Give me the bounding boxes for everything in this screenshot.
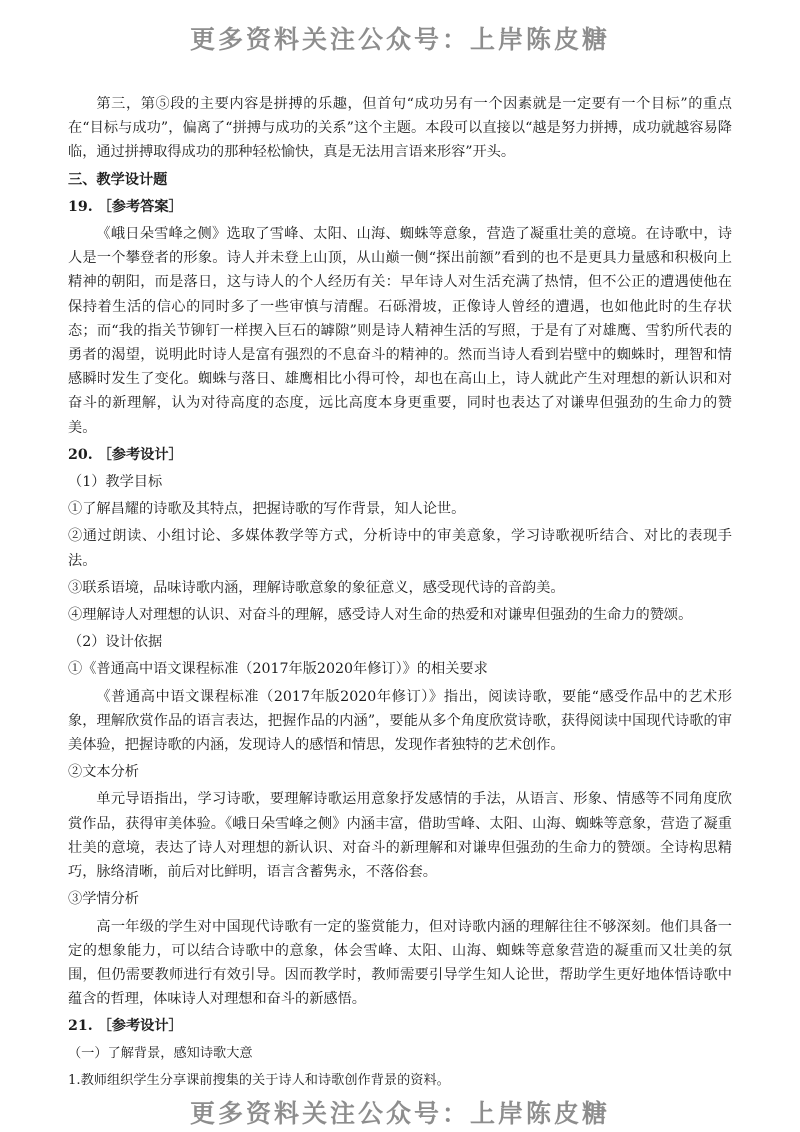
step-one-item-1: 1.教师组织学生分享课前搜集的关于诗人和诗歌创作背景的资料。	[68, 1072, 450, 1088]
design-basis-heading: （2）设计依据	[68, 634, 163, 651]
answer-19-paragraph: 《峨日朵雪峰之侧》选取了雪峰、太阳、山海、蜘蛛等意象，营造了凝重壮美的意境。在诗歌中，诗人是一个攀登者的形象。诗人并未登上山顶，从山巅一侧“探出前额”看到的也不是更具力量感和积极向上精神的朝阳，而是落日，这与诗人的个人经历有关：早年诗人对生活充满了热情，但不公正的遭遇使他在保持着生活的信心的同时多了一些审慎与清醒。石砾滑坡，正像诗人曾经的遭遇，也如他此时的生存状态；而“我的指关节铆钉一样揳入巨石的罅隙”则是诗人精神生活的写照，于是有了对雄鹰、雪豹所代表的勇者的渴望，说明此时诗人是富有强烈的不息奋斗的精神的。然而当诗人看到岩壁中的蜘蛛时，理智和情感瞬时发生了变化。蜘蛛与落日、雄鹰相比小得可怜，却也在高山上，诗人就此产生对理想的新认识和对奋斗的新理解，认为对待高度的态度，远比高度本身更重要，同时也表达了对谦卑但强劲的生命力的赞美。	[68, 226, 732, 436]
watermark-bottom: 更多资料关注公众号：上岸陈皮糖	[189, 1099, 610, 1128]
goal-item-2: ②通过朗读、小组讨论、多媒体教学等方式，分析诗中的审美意象，学习诗歌视听结合、对比的表现手法。	[68, 528, 732, 569]
document-body	[68, 92, 732, 1093]
step-one-heading: （一）了解背景，感知诗歌大意	[68, 1045, 253, 1061]
student-analysis-heading: ③学情分析	[68, 891, 139, 908]
question-21-heading: 21. ［参考设计］	[68, 1018, 183, 1035]
teaching-goals-heading: （1）教学目标	[68, 474, 163, 491]
text-analysis-heading: ②文本分析	[68, 764, 139, 781]
curriculum-standard-paragraph: 《普通高中语文课程标准（2017年版2020年修订）》指出，阅读诗歌，要能“感受作品中的艺术形象，理解欣赏作品的语言表达，把握作品的内涵”，要能从多个角度欣赏诗歌，获得阅读中国现代诗歌的审美体验，把握诗歌的内涵，发现诗人的感悟和情思，发现作者独特的艺术创作。	[68, 688, 732, 754]
goal-item-3: ③联系语境，品味诗歌内涵，理解诗歌意象的象征意义，感受现代诗的音韵美。	[68, 579, 565, 596]
goal-item-1: ①了解昌耀的诗歌及其特点，把握诗歌的写作背景，知人论世。	[68, 501, 466, 518]
goal-item-4: ④理解诗人对理想的认识、对奋斗的理解，感受诗人对生命的热爱和对谦卑但强劲的生命力的赞颂。	[68, 607, 693, 624]
student-analysis-paragraph: 高一年级的学生对中国现代诗歌有一定的鉴赏能力，但对诗歌内涵的理解往往不够深刻。他们具备一定的想象能力，可以结合诗歌中的意象，体会雪峰、太阳、山海、蜘蛛等意象营造的凝重而又壮美的氛围，但仍需要教师进行有效引导。因而教学时，教师需要引导学生知人论世，帮助学生更好地体悟诗歌中蕴含的哲理，体味诗人对理想和奋斗的新感悟。	[68, 918, 732, 1008]
curriculum-standard-heading: ①《普通高中语文课程标准（2017年版2020年修订）》的相关要求	[68, 661, 488, 678]
question-20-heading: 20. ［参考设计］	[68, 446, 183, 463]
question-19-heading: 19. ［参考答案］	[68, 198, 183, 215]
text-analysis-paragraph: 单元导语指出，学习诗歌，要理解诗歌运用意象抒发感情的手法，从语言、形象、情感等不同角度欣赏作品，获得审美体验。《峨日朵雪峰之侧》内涵丰富，借助雪峰、太阳、山海、蜘蛛等意象，营造了凝重壮美的意境，表达了诗人对理想的新认识、对奋斗的新理解和对谦卑但强劲的生命力的赞颂。全诗构思精巧，脉络清晰，前后对比鲜明，语言含蓄隽永，不落俗套。	[68, 791, 732, 881]
watermark-top: 更多资料关注公众号：上岸陈皮糖	[189, 25, 610, 54]
paragraph-point-three: 第三，第⑤段的主要内容是拼搏的乐趣，但首句“成功另有一个因素就是一定要有一个目标”的重点在“目标与成功”，偏离了“拼搏与成功的关系”这个主题。本段可以直接以“越是努力拼搏，成功就越容易降临，通过拼搏取得成功的那种轻松愉快，真是无法用言语来形容”开头。	[68, 96, 732, 161]
section-heading-teaching-design: 三、教学设计题	[68, 171, 168, 188]
